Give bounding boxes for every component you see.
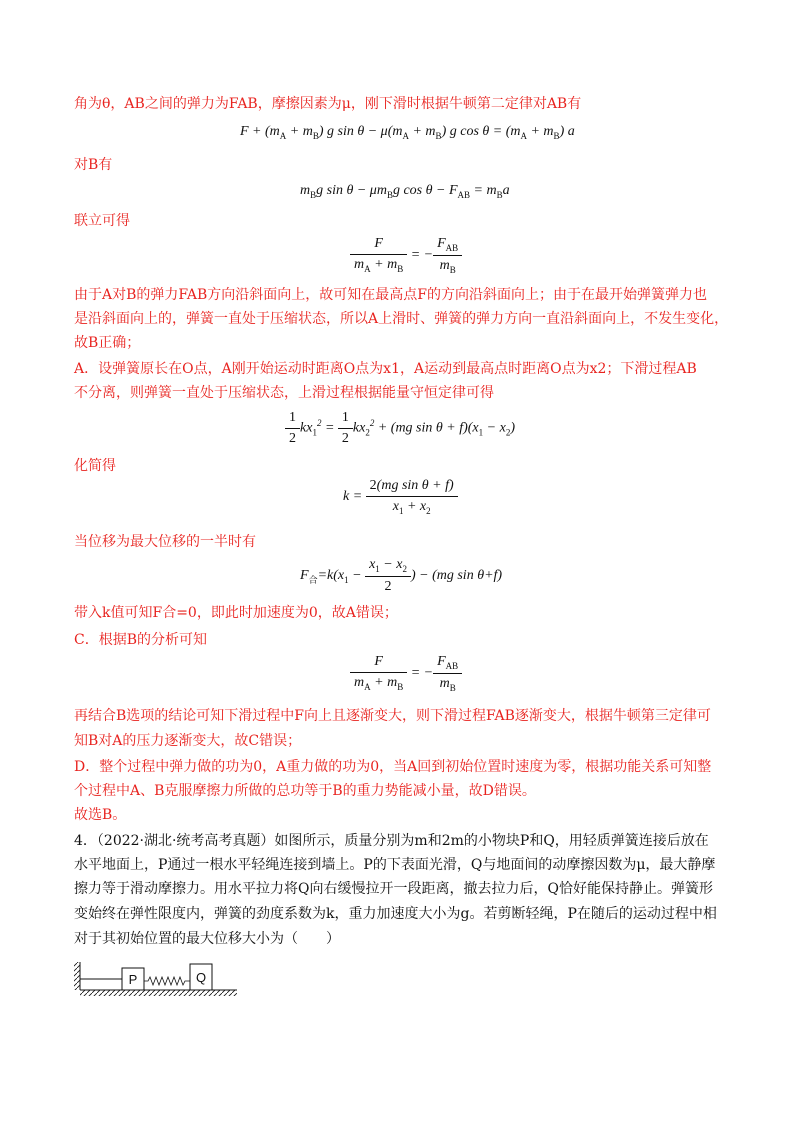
equation-newton-ab: $F + (m_A + m_B)$ g $\sin \theta - \mu(m_A + m_B)$ g $\cos \theta = (m_A + m_B)$ a [240,124,575,141]
text-line: 故B正确； [74,335,141,351]
ground [80,990,237,996]
text-line: 是沿斜面向上的，弹簧一直处于压缩状态，所以A上滑时、弹簧的弹力方向一直沿斜面向上，不发生变化， [74,311,729,327]
wall [74,962,80,990]
text-line: 带入k值可知F合=0，即此时加速度为0，故A错误； [74,605,398,621]
equation-k: k = $\frac{\text{2(mg sin θ + f)}}{x_1 + x_2}$ [343,478,458,516]
equation-energy: $\frac{1}{2}$ $kx_1^2$ = $\frac{1}{2}$ $kx_2^2 + (mg$ $\sin \theta + f)(x_1 - x_2)$ [285,410,515,447]
equation-f-net: $F_合=k(x_1$ − $\frac{x_1 - x_2}{2}$ ) − (mg sin θ+f) [300,557,503,594]
spring [144,977,190,985]
text-line: 联立可得 [74,213,130,229]
text-line: 个过程中A、B克服摩擦力所做的总功等于B的重力势能减小量，故D错误。 [74,783,536,799]
question-line: 变始终在弹性限度内，弹簧的劲度系数为k，重力加速度大小为g。若剪断轻绳，P在随后的运动过程中相 [74,906,717,922]
equation-ratio-c: $\frac{F}{m_A + m_B}$ = − $\frac{F_{AB}}{m_B}$ [350,654,462,693]
block-q-label: Q [195,970,207,985]
text-line: D．整个过程中弹力做的功为0，A重力做的功为0，当A回到初始位置时速度为零，根据功能关系可知整 [74,759,712,775]
text-line: 知B对A的压力逐渐变大，故C错误； [74,733,302,749]
text-line: 故选B。 [74,807,127,823]
question-line: 4．（2022·湖北·统考高考真题）如图所示，质量分别为m和2m的小物块P和Q，用轻质弹簧连接后放在 [74,833,709,849]
text-line: 化简得 [74,458,116,474]
equation-b: $m_Bg$ $\sin \theta - \mu m_Bg$ $\cos \theta - F_{AB} = m_Ba$ [300,183,510,200]
text-line: 由于A对B的弹力FAB方向沿斜面向上，故可知在最高点F的方向沿斜面向上；由于在最开始弹簧弹力也 [74,287,708,303]
block-p-label: P [128,972,138,987]
text-line: 对B有 [74,157,113,173]
question-line: 擦力等于滑动摩擦力。用水平拉力将Q向右缓慢拉开一段距离，撤去拉力后，Q恰好能保持静止。弹簧形 [74,881,713,897]
text-line: 当位移为最大位移的一半时有 [74,534,256,550]
text-line: A．设弹簧原长在O点，A刚开始运动时距离O点为x1，A运动到最高点时距离O点为x2；下滑过程AB [74,361,697,377]
text-line: 再结合B选项的结论可知下滑过程中F向上且逐渐变大，则下滑过程FAB逐渐变大，根据牛顿第三定律可 [74,708,711,724]
question-line: 水平地面上，P通过一根水平轻绳连接到墙上。P的下表面光滑，Q与地面间的动摩擦因数为μ，最大静摩 [74,857,716,873]
spring-blocks-figure [72,958,242,998]
text-line: C．根据B的分析可知 [74,632,207,648]
text-line: 不分离，则弹簧一直处于压缩状态，上滑过程根据能量守恒定律可得 [74,385,494,401]
question-line: 对于其初始位置的最大位移大小为（ ） [74,931,340,947]
equation-ratio: $\frac{F}{m_A + m_B}$ = − $\frac{F_{AB}}{m_B}$ [350,236,462,275]
text-line: 角为θ，AB之间的弹力为FAB，摩擦因素为μ，刚下滑时根据牛顿第二定律对AB有 [74,96,582,112]
